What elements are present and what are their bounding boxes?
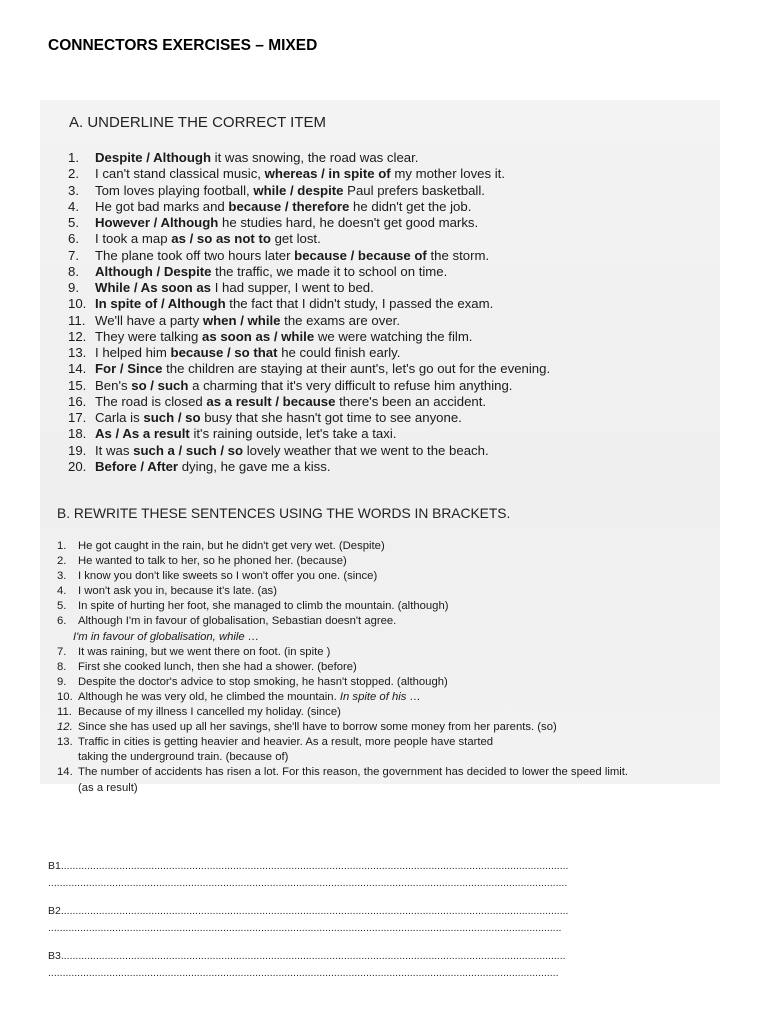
exercise-a-item <box>68 183 550 199</box>
sentence-text: get lost. <box>270 231 321 247</box>
item-number: 2. <box>68 166 79 182</box>
sentence-prompt: In spite of his … <box>339 690 421 703</box>
exercise-a-item <box>68 329 550 345</box>
exercise-a-item <box>68 280 550 296</box>
connector-options: because / because of <box>294 247 427 263</box>
sentence-text: Despite the doctor's advice to stop smoking, he hasn't stopped. (although) <box>78 675 448 688</box>
exercise-b-item <box>57 554 628 569</box>
sentence-text: he didn't get the job. <box>349 198 472 214</box>
sentence-continuation: I'm in favour of globalisation, while … <box>73 630 260 643</box>
exercise-a-item <box>68 345 550 361</box>
sentence-text: he could finish early. <box>277 345 401 360</box>
answer-line <box>48 903 568 920</box>
item-number: 8. <box>57 660 67 673</box>
item-number: 13. <box>57 736 73 749</box>
answer-line: .................................................................................................................................................................................. <box>48 877 568 889</box>
answer-label: B1 <box>48 860 61 872</box>
item-number: 6. <box>68 231 79 247</box>
sentence-text: Tom loves playing football, <box>95 182 254 198</box>
connector-options: such / so <box>143 410 201 425</box>
connector-options: While / As soon as <box>95 280 212 295</box>
page-title: CONNECTORS EXERCISES – MIXED <box>48 37 318 54</box>
item-number: 14. <box>68 361 87 377</box>
item-number: 6. <box>57 615 67 628</box>
exercise-a-item <box>68 296 550 312</box>
item-number: 14. <box>57 766 73 779</box>
sentence-text: The road is closed <box>95 393 207 409</box>
sentence-text: First she cooked lunch, then she had a shower. (before) <box>78 660 357 673</box>
exercise-a-item <box>68 215 550 231</box>
answer-block <box>48 948 568 982</box>
connector-options: In spite of / Although <box>95 296 226 312</box>
exercise-b-item <box>57 690 628 705</box>
sentence-text: the traffic, we made it to school on time. <box>211 263 448 279</box>
connector-options: because / therefore <box>228 198 350 214</box>
connector-options: Before / After <box>95 458 179 474</box>
sentence-text: They were talking <box>95 328 203 344</box>
exercise-a-item <box>68 248 550 264</box>
answer-line <box>48 858 568 875</box>
sentence-text: Since she has used up all her savings, she'll have to borrow some money from her parents. (so) <box>78 721 557 734</box>
sentence-text: In spite of hurting her foot, she managed to climb the mountain. (although) <box>78 600 449 613</box>
exercise-a-item <box>68 231 550 247</box>
exercise-b-item <box>57 539 628 554</box>
item-number: 13. <box>68 345 87 360</box>
connector-options: However / Although <box>95 215 219 230</box>
item-number: 5. <box>57 600 67 613</box>
sentence-text: Paul prefers basketball. <box>343 182 485 198</box>
item-number: 1. <box>68 150 79 165</box>
connector-options: as soon as / while <box>202 328 315 344</box>
exercise-a-item <box>68 459 550 475</box>
exercise-b-item <box>57 675 628 690</box>
sentence-text: lovely weather that we went to the beach. <box>243 442 489 458</box>
item-number: 7. <box>57 645 67 658</box>
dotted-line: .............................................................................................................................................................................. <box>60 860 569 872</box>
answer-block <box>48 903 568 937</box>
item-number: 1. <box>57 540 67 552</box>
sentence-text: Traffic in cities is getting heavier and heavier. As a result, more people have started <box>78 736 494 749</box>
exercise-a-item <box>68 443 550 459</box>
exercise-b-item <box>57 569 628 584</box>
exercise-a-item <box>68 378 550 394</box>
exercise-a-item <box>68 410 550 426</box>
connector-options: For / Since <box>95 361 163 377</box>
section-b-heading: B. REWRITE THESE SENTENCES USING THE WORDS IN BRACKETS. <box>57 506 511 521</box>
dotted-line: .............................................................................................................................................................................. <box>60 905 569 917</box>
connector-options: because / so that <box>170 345 278 360</box>
item-number: 19. <box>68 442 87 458</box>
sentence-text: He wanted to talk to her, so he phoned her. (because) <box>78 555 347 568</box>
exercise-b-item <box>57 645 628 660</box>
sentence-text: We'll have a party <box>95 312 203 328</box>
exercise-b-item <box>57 614 628 644</box>
connector-options: when / while <box>202 312 281 328</box>
exercise-a-item <box>68 264 550 280</box>
answer-lines <box>48 858 568 993</box>
connector-options: whereas / in spite of <box>264 166 391 182</box>
item-number: 10. <box>68 296 87 312</box>
exercise-a-item <box>68 150 550 166</box>
sentence-text: the children are staying at their aunt's, let's go out for the evening. <box>162 361 551 377</box>
item-number: 7. <box>68 247 79 263</box>
sentence-text: the exams are over. <box>280 312 400 328</box>
exercise-b-item <box>57 584 628 599</box>
sentence-text: I had supper, I went to bed. <box>211 280 374 295</box>
exercise-b-item <box>57 735 628 765</box>
exercise-b-item <box>57 705 628 720</box>
answer-label: B2 <box>48 905 61 917</box>
sentence-text: The plane took off two hours later <box>95 247 295 263</box>
item-number: 15. <box>68 377 87 393</box>
exercise-a-item <box>68 166 550 182</box>
connector-options: As / As a result <box>95 426 190 442</box>
sentence-text: there's been an accident. <box>335 393 487 409</box>
sentence-text: It was <box>95 442 134 458</box>
sentence-text: my mother loves it. <box>390 166 506 182</box>
section-b-list <box>57 539 628 796</box>
item-number: 11. <box>68 312 86 328</box>
connector-options: such a / such / so <box>133 442 244 458</box>
exercise-a-item <box>68 394 550 410</box>
sentence-text: Because of my illness I cancelled my holiday. (since) <box>78 706 341 719</box>
sentence-continuation: (as a result) <box>78 781 138 794</box>
item-number: 4. <box>57 585 67 598</box>
answer-line <box>48 948 568 965</box>
connector-options: Although / Despite <box>95 263 212 279</box>
exercise-b-item <box>57 660 628 675</box>
sentence-text: Although he was very old, he climbed the mountain. <box>78 690 340 703</box>
sentence-text: He got caught in the rain, but he didn't get very wet. (Despite) <box>78 540 385 552</box>
item-number: 11. <box>57 706 72 719</box>
section-a-heading: A. UNDERLINE THE CORRECT ITEM <box>69 114 326 131</box>
sentence-text: he studies hard, he doesn't get good marks. <box>218 215 479 230</box>
sentence-text: the storm. <box>426 247 490 263</box>
item-number: 9. <box>57 675 67 688</box>
sentence-text: I won't ask you in, because it's late. (as) <box>78 585 277 598</box>
connector-options: so / such <box>131 377 189 393</box>
item-number: 10. <box>57 690 73 703</box>
item-number: 2. <box>57 555 67 568</box>
sentence-text: dying, he gave me a kiss. <box>178 458 331 474</box>
sentence-text: It was raining, but we went there on foot. (in spite ) <box>78 645 331 658</box>
sentence-text: the fact that I didn't study, I passed the exam. <box>225 296 494 312</box>
item-number: 12. <box>57 721 73 734</box>
sentence-text: Although I'm in favour of globalisation, Sebastian doesn't agree. <box>78 615 397 628</box>
sentence-text: I took a map <box>95 231 172 247</box>
answer-line: ............................................................................................................................................................................... <box>48 967 559 979</box>
sentence-text: I know you don't like sweets so I won't offer you one. (since) <box>78 570 378 583</box>
dotted-line: ............................................................................................................................................................................. <box>60 950 566 962</box>
sentence-text: it was snowing, the road was clear. <box>211 150 419 165</box>
connector-options: as a result / because <box>206 393 336 409</box>
item-number: 8. <box>68 263 79 279</box>
sentence-text: I helped him <box>95 345 171 360</box>
sentence-text: we were watching the film. <box>314 328 473 344</box>
exercise-b-item <box>57 599 628 614</box>
sentence-continuation: taking the underground train. (because of) <box>78 751 289 764</box>
item-number: 9. <box>68 280 79 295</box>
connector-options: as / so as not to <box>171 231 271 247</box>
item-number: 18. <box>68 426 87 442</box>
sentence-text: it's raining outside, let's take a taxi. <box>189 426 397 442</box>
connector-options: Despite / Although <box>95 150 211 165</box>
sentence-text: busy that she hasn't got time to see anyone. <box>200 410 462 425</box>
item-number: 12. <box>68 328 87 344</box>
answer-block <box>48 858 568 892</box>
exercise-a-item <box>68 313 550 329</box>
sentence-text: Carla is <box>95 410 144 425</box>
item-number: 20. <box>68 458 87 474</box>
sentence-text: I can't stand classical music, <box>95 166 265 182</box>
answer-label: B3 <box>48 950 61 962</box>
item-number: 5. <box>68 215 79 230</box>
sentence-text: Ben's <box>95 377 132 393</box>
connector-options: while / despite <box>253 182 344 198</box>
answer-line: ................................................................................................................................................................................ <box>48 922 562 934</box>
exercise-a-item <box>68 361 550 377</box>
sentence-text: He got bad marks and <box>95 198 229 214</box>
sentence-text: The number of accidents has risen a lot. For this reason, the government has decided to lower the speed limit. <box>78 766 629 779</box>
section-a-list <box>68 150 550 475</box>
item-number: 16. <box>68 393 87 409</box>
sentence-text: a charming that it's very difficult to refuse him anything. <box>188 377 513 393</box>
exercise-b-item <box>57 720 628 735</box>
exercise-a-item <box>68 426 550 442</box>
exercise-b-item <box>57 765 628 795</box>
item-number: 4. <box>68 198 79 214</box>
item-number: 17. <box>68 410 87 425</box>
item-number: 3. <box>68 182 79 198</box>
item-number: 3. <box>57 570 67 583</box>
exercise-a-item <box>68 199 550 215</box>
